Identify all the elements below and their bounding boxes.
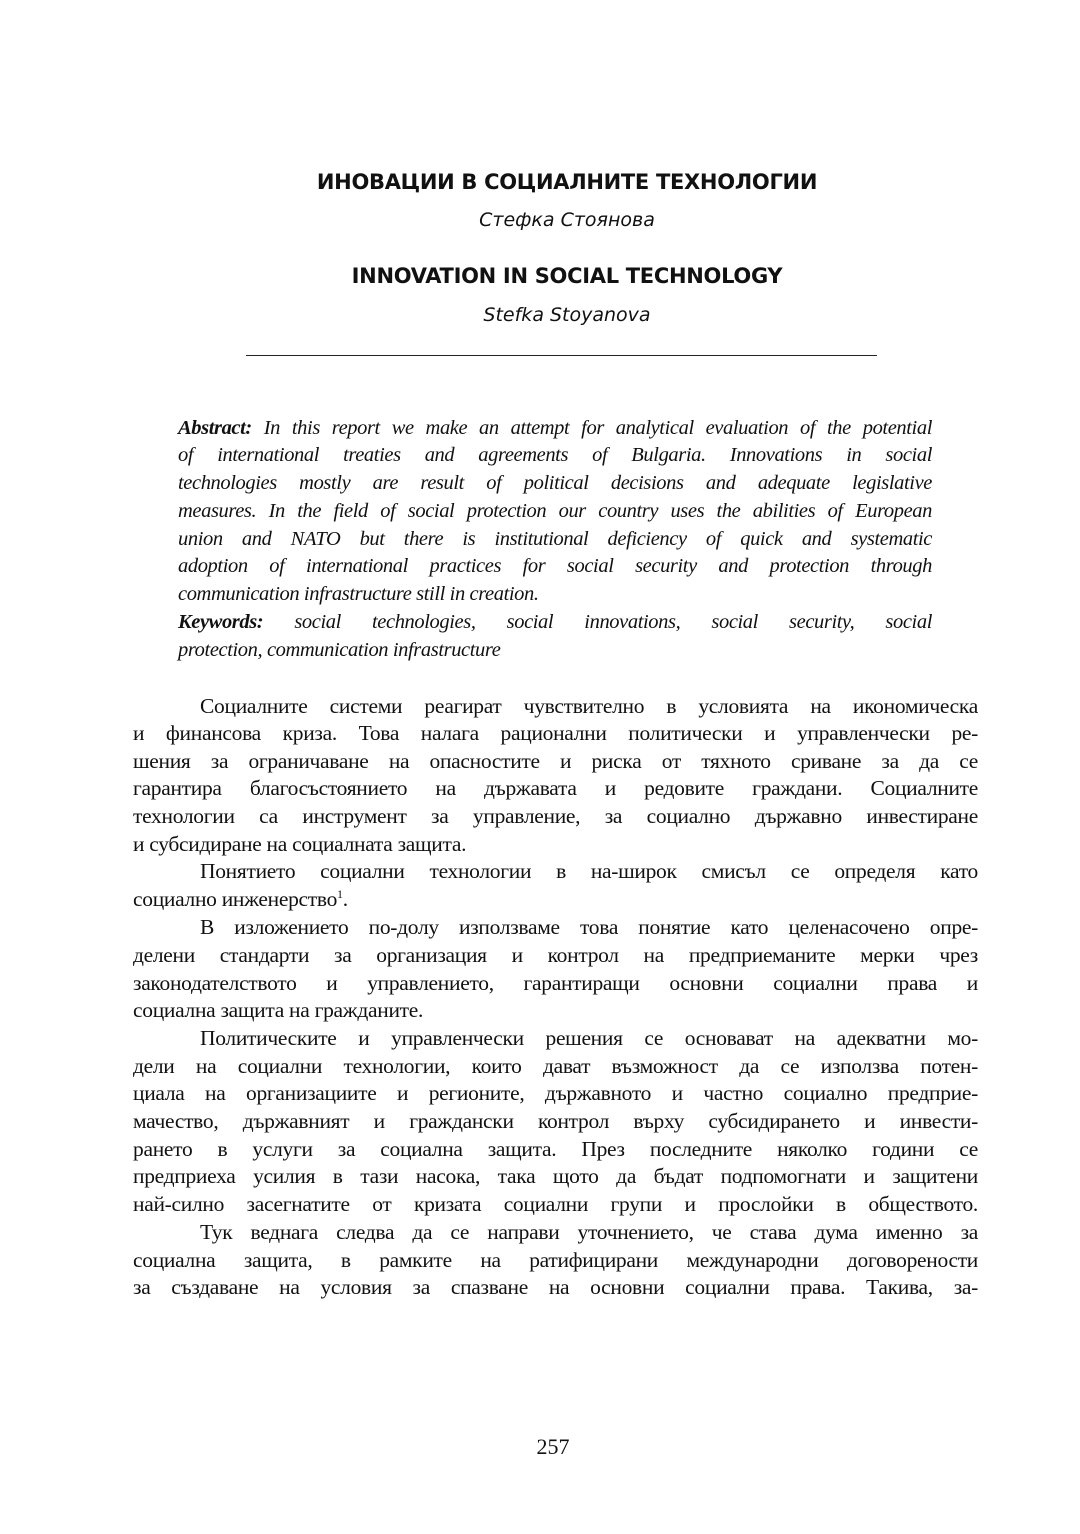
abstract-text: In this report we make an attempt for analytical evaluation of the potential — [263, 417, 933, 439]
body-line: законодателството и управлението, гарантиращи основни социални права и — [133, 971, 978, 995]
body-line: Тук веднага следва да се направи уточнението, че става дума именно за — [200, 1220, 978, 1244]
body-line: делени стандарти за организация и контрол на предприеманите мерки чрез — [133, 943, 978, 967]
body-line: предприеха усилия в тази насока, така щото да бъдат подпомогнати и защитени — [133, 1164, 978, 1188]
body-line: В изложението по-долу използваме това понятие като целенасочено опре- — [200, 915, 978, 939]
body-line: социална защита, в рамките на ратифицирани международни договорености — [133, 1248, 978, 1272]
title-divider — [246, 355, 877, 356]
abstract-line: adoption of international practices for social security and protection through — [178, 555, 932, 577]
body-line: за създаване на условия за спазване на основни социални права. Такива, за- — [133, 1275, 978, 1299]
body-line: и субсидиране на социалната защита. — [133, 832, 467, 856]
abstract-line: technologies mostly are result of political decisions and adequate legislative — [178, 472, 932, 494]
keywords-line — [178, 610, 932, 634]
body-line: Понятието социални технологии в на-широк смисъл се определя като — [200, 859, 978, 883]
keywords-text: social technologies, social innovations, social security, social — [294, 611, 933, 633]
body-text-span: социално инженерство — [133, 887, 338, 911]
author-english: Stefka Stoyanova — [483, 304, 651, 326]
body-line: технологии са инструмент за управление, за социално държавно инвестиране — [133, 804, 978, 828]
body-line: шения за ограничаване на опасностите и риска от тяхното сриване за да се — [133, 749, 978, 773]
body-line: Политическите и управленчески решения се основават на адекватни мо- — [200, 1026, 978, 1050]
footnote-reference[interactable]: 1 — [337, 886, 343, 901]
keywords-label: Keywords: — [178, 611, 264, 633]
body-line: Социалните системи реагират чувствително в условията на икономическа — [200, 694, 978, 718]
title-english: INNOVATION IN SOCIAL TECHNOLOGY — [351, 264, 783, 288]
abstract-line: union and NATO but there is institutional deficiency of quick and systematic — [178, 528, 932, 550]
body-line: циала на организациите и регионите, държавното и частно социално предприе- — [133, 1081, 978, 1105]
author-bulgarian: Стефка Стоянова — [479, 209, 655, 231]
body-line: дели на социални технологии, които дават възможност да се използва потен- — [133, 1054, 978, 1078]
abstract-line: measures. In the field of social protection our country uses the abilities of European — [178, 500, 932, 522]
abstract-line: communication infrastructure still in creation. — [178, 583, 539, 605]
body-line — [133, 886, 978, 912]
abstract-label: Abstract: — [178, 417, 252, 439]
body-line: и финансова криза. Това налага рационални политически и управленчески ре- — [133, 721, 978, 745]
abstract-line: of international treaties and agreements of Bulgaria. Innovations in social — [178, 444, 932, 466]
body-line: най-силно засегнатите от кризата социални групи и прослойки в обществото. — [133, 1192, 978, 1216]
page-number: 257 — [536, 1434, 570, 1459]
body-line: гарантира благосъстоянието на държавата и редовите граждани. Социалните — [133, 776, 978, 800]
body-line: рането в услуги за социална защита. През последните няколко години се — [133, 1137, 978, 1161]
body-line: мачество, държавният и граждански контрол върху субсидирането и инвести- — [133, 1109, 978, 1133]
body-line: социална защита на гражданите. — [133, 998, 424, 1022]
keywords-line: protection, communication infrastructure — [178, 639, 501, 661]
title-bulgarian: ИНОВАЦИИ В СОЦИАЛНИТЕ ТЕХНОЛОГИИ — [316, 170, 818, 194]
body-text-span: . — [342, 887, 348, 911]
abstract-line — [178, 416, 932, 440]
